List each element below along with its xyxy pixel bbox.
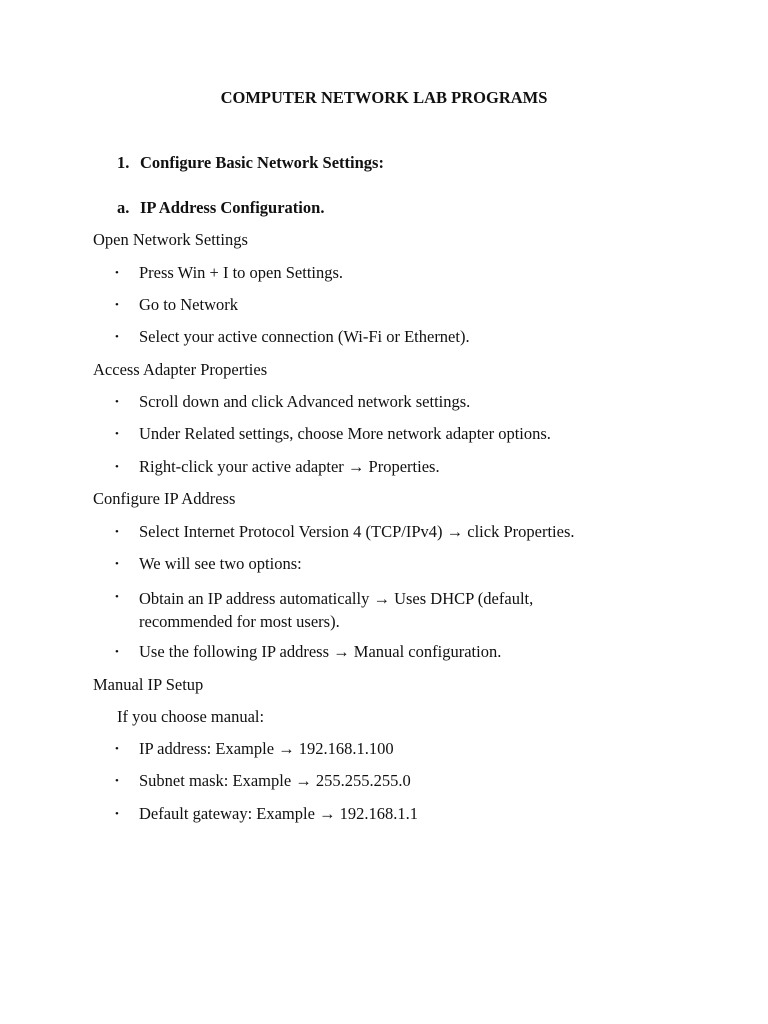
bullet-icon: • [115, 428, 119, 440]
bullet-icon: • [115, 299, 119, 311]
group-heading-configure-ip-address: Configure IP Address [93, 489, 236, 508]
list-item [115, 804, 635, 824]
list-item-text: Use the following IP address → Manual configuration. [139, 642, 502, 661]
subsection-label: IP Address Configuration. [140, 198, 325, 217]
section-number: 1. [117, 153, 130, 172]
list-item [115, 522, 635, 542]
list-item-text: Under Related settings, choose More network adapter options. [139, 424, 551, 443]
list-item-text: Obtain an IP address automatically → Uses DHCP (default, recommended for most users). [139, 589, 534, 631]
list-item-text: Right-click your active adapter → Properties. [139, 457, 440, 476]
bullet-icon: • [115, 461, 119, 473]
bullet-icon: • [115, 267, 119, 279]
list-item [115, 295, 635, 315]
section-label: Configure Basic Network Settings: [140, 153, 384, 172]
subsection-heading-a [117, 198, 324, 218]
list-item-text: Scroll down and click Advanced network settings. [139, 392, 471, 411]
list-item-text: Subnet mask: Example → 255.255.255.0 [139, 771, 411, 790]
list-item-text: Select your active connection (Wi-Fi or Ethernet). [139, 327, 470, 346]
list-item [115, 739, 635, 759]
list-item-text: Select Internet Protocol Version 4 (TCP/IPv4) → click Properties. [139, 522, 575, 541]
intro-text: If you choose manual: [117, 707, 265, 726]
bullet-icon: • [115, 526, 119, 538]
list-item-text: We will see two options: [139, 554, 302, 573]
group-heading-open-network-settings: Open Network Settings [93, 230, 248, 249]
bullet-icon: • [115, 743, 119, 755]
bullet-icon: • [115, 396, 119, 408]
list-item [115, 554, 635, 574]
list-item [115, 642, 635, 662]
bullet-icon: • [115, 331, 119, 343]
bullet-icon: • [115, 646, 119, 658]
list-item [115, 263, 635, 283]
bullet-icon: • [115, 591, 119, 603]
group-heading-manual-ip-setup: Manual IP Setup [93, 675, 204, 694]
list-item-text: Press Win + I to open Settings. [139, 263, 344, 282]
list-item-text: Default gateway: Example → 192.168.1.1 [139, 804, 419, 823]
page-title: COMPUTER NETWORK LAB PROGRAMS [220, 88, 548, 107]
bullet-icon: • [115, 808, 119, 820]
group-heading-access-adapter-properties: Access Adapter Properties [93, 360, 268, 379]
list-item-text: Go to Network [139, 295, 238, 314]
list-item [115, 424, 635, 444]
list-item [115, 587, 585, 633]
list-item [115, 457, 635, 477]
bullet-icon: • [115, 558, 119, 570]
list-item-text: IP address: Example → 192.168.1.100 [139, 739, 394, 758]
subsection-letter: a. [117, 198, 130, 217]
bullet-icon: • [115, 775, 119, 787]
list-item [115, 392, 635, 412]
section-heading-1 [117, 153, 384, 173]
list-item [115, 327, 635, 347]
list-item [115, 771, 635, 791]
